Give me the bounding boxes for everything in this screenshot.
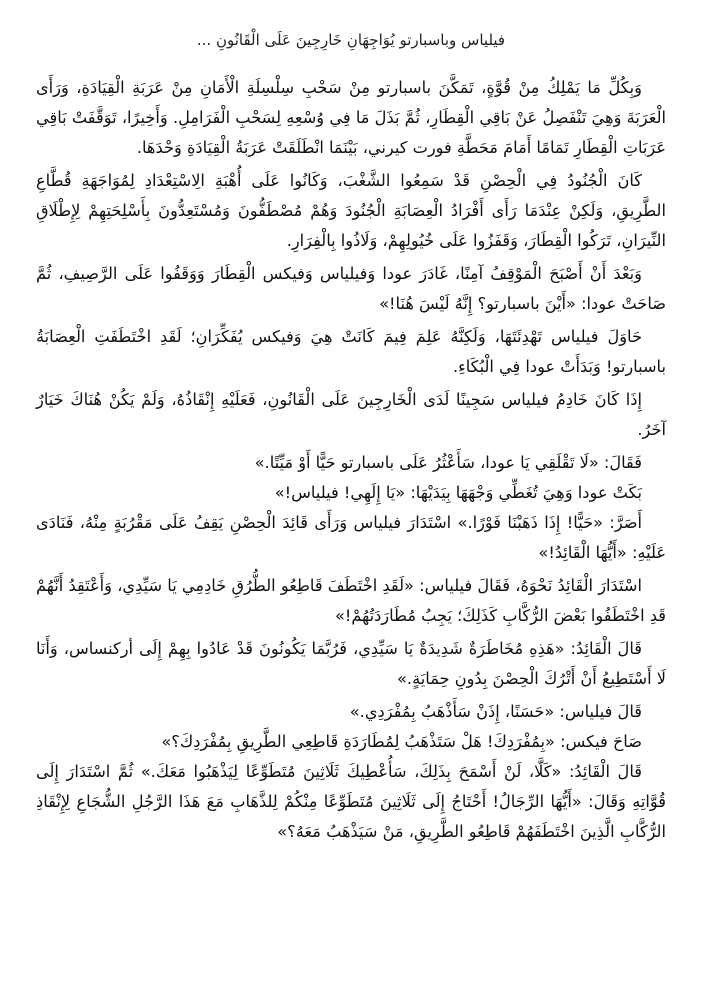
paragraph: كَانَ الْجُنُودُ فِي الْحِصْنِ قَدْ سَمِعُوا الشَّغْبَ، وَكَانُوا عَلَى أُهْبَةِ الِاسْتِعْدَادِ لِمُوَاجَهَةِ قُطَّاعِ الطَّرِيقِ، وَلَكِنْ عِنْدَمَا رَأَى أَفْرَادُ الْعِصَابَةِ الْجُنُودَ وَهُمْ مُصْطَفُّونَ وَمُسْتَعِدُّونَ بِأَسْلِحَتِهِمْ لِإِطْلَاقِ النِّيرَانِ، تَرَكُوا الْقِطَارَ، وَقَفَزُوا عَلَى خُيُولِهِمْ، وَلَاذُوا بِالْفِرَارِ. bbox=[36, 171, 666, 250]
running-header: فيلياس وباسبارتو يُوَاجِهَانِ خَارِجِينَ عَلَى الْقَانُونِ ... bbox=[196, 31, 506, 49]
paragraph: وَبِكُلِّ مَا يَمْلِكُ مِنْ قُوَّةٍ، تَمَكَّنَ باسبارتو مِنْ سَحْبِ سِلْسِلَةِ الْأَمَانِ مِنْ عَرَبَةِ الْقِيَادَةِ، وَرَأَى الْعَرَبَةَ وَهِيَ تَنْفَصِلُ عَنْ بَاقِي الْقِطَارِ، ثُمَّ بَذَلَ مَا فِي وُسْعِهِ لِسَحْبِ الْفَرَامِلِ. وَأَخِيرًا، تَوَقَّفَتْ بَاقِي عَرَبَاتِ الْقِطَارِ تَمَامًا أَمَامَ مَحَطَّةِ فورت كيرني، بَيْنَمَا انْطَلَقَتْ عَرَبَةُ الْقِيَادَةِ وَحْدَهَا. bbox=[36, 78, 666, 157]
paragraph: اسْتَدَارَ الْقَائِدُ نَحْوَهُ، فَقَالَ فيلياس: «لَقَدِ اخْتَطَفَ قَاطِعُو الطُّرُقِ خَادِمِي يَا سَيِّدِي، وَأَعْتَقِدُ أَنَّهُمْ قَدِ اخْتَطَفُوا بَعْضَ الرُّكَّابِ كَذَلِكَ؛ يَجِبُ مُطَارَدَتُهُمْ!» bbox=[36, 576, 666, 625]
paragraph: أَصَرَّ: «حَيًّا! إِذَا ذَهَبْنَا فَوْرًا.» اسْتَدَارَ فيلياس وَرَأَى قَائِدَ الْحِصْنِ يَقِفُ عَلَى مَقْرُبَةٍ مِنْهُ، فَنَادَى عَلَيْهِ: «أَيُّهَا الْقَائِدُ!» bbox=[36, 513, 666, 562]
paragraph: فَقَالَ: «لَا تَقْلَقِي يَا عودا، سَأَعْثُرُ عَلَى باسبارتو حَيًّا أَوْ مَيِّتًا.» bbox=[254, 453, 642, 472]
paragraph: إِذَا كَانَ خَادِمُ فيلياس سَجِينًا لَدَى الْخَارِجِينَ عَلَى الْقَانُونِ، فَعَلَيْهِ إِنْقَاذُهُ، وَلَمْ يَكُنْ هُنَاكَ خَيَارٌ آخَرُ. bbox=[36, 390, 666, 439]
paragraph: بَكَتْ عودا وَهِيَ تُغَطِّي وَجْهَهَا بِيَدَيْهَا: «يَا إِلَهِي! فيلياس!» bbox=[274, 483, 642, 502]
paragraph: حَاوَلَ فيلياس تَهْدِئَتَهَا، وَلَكِنَّهُ عَلِمَ فِيمَ كَانَتْ هِيَ وَفيكس يُفَكِّرَانِ؛ لَقَدِ اخْتَطَفَتِ الْعِصَابَةُ باسبارتو! وَبَدَأَتْ عودا فِي الْبُكَاءِ. bbox=[36, 327, 666, 376]
paragraph: صَاحَ فيكس: «بِمُفْرَدِكَ! هَلْ سَتَذْهَبُ لِمُطَارَدَةِ قَاطِعِي الطَّرِيقِ بِمُفْرَدِكَ؟» bbox=[161, 732, 642, 751]
paragraph: قَالَ الْقَائِدُ: «كَلَّا، لَنْ أَسْمَحَ بِذَلِكَ، سَأُعْطِيكَ ثَلَاثِينَ مُتَطَوِّعًا لِيَذْهَبُوا مَعَكَ.» ثُمَّ اسْتَدَارَ إِلَى قُوَّاتِهِ وَقَالَ: «أَيُّهَا الرِّجَالُ! أَحْتَاجُ إِلَى ثَلَاثِينَ مُتَطَوِّعًا مِنْكُمْ لِلذَّهَابِ مَعَ هَذَا الرَّجُلِ الشُّجَاعِ لِإِنْقَاذِ الرُّكَّابِ الَّذِينَ اخْتَطَفَهُمْ قَاطِعُو الطَّرِيقِ، مَنْ سَيَذْهَبُ مَعَهُ؟» bbox=[36, 762, 666, 841]
body-text bbox=[36, 73, 666, 847]
paragraph: قَالَ فيلياس: «حَسَنًا، إِذَنْ سَأَذْهَبُ بِمُفْرَدِي.» bbox=[349, 702, 642, 721]
paragraph: وَبَعْدَ أَنْ أَصْبَحَ الْمَوْقِفُ آمِنًا، غَادَرَ عودا وَفيلياس وَفيكس الْقِطَارَ وَوَقَفُوا عَلَى الرَّصِيفِ، ثُمَّ صَاحَتْ عودا: «أَيْنَ باسبارتو؟ إِنَّهُ لَيْسَ هُنَا!» bbox=[36, 264, 666, 313]
paragraph: قَالَ الْقَائِدُ: «هَذِهِ مُخَاطَرَةٌ شَدِيدَةٌ يَا سَيِّدِي، فَرُبَّمَا يَكُونُونَ قَدْ عَادُوا بِهِمْ إِلَى أركنساس، وَأَنَا لَا أَسْتَطِيعُ أَنْ أَتْرُكَ الْحِصْنَ بِدُونِ حِمَايَةٍ.» bbox=[36, 639, 666, 688]
